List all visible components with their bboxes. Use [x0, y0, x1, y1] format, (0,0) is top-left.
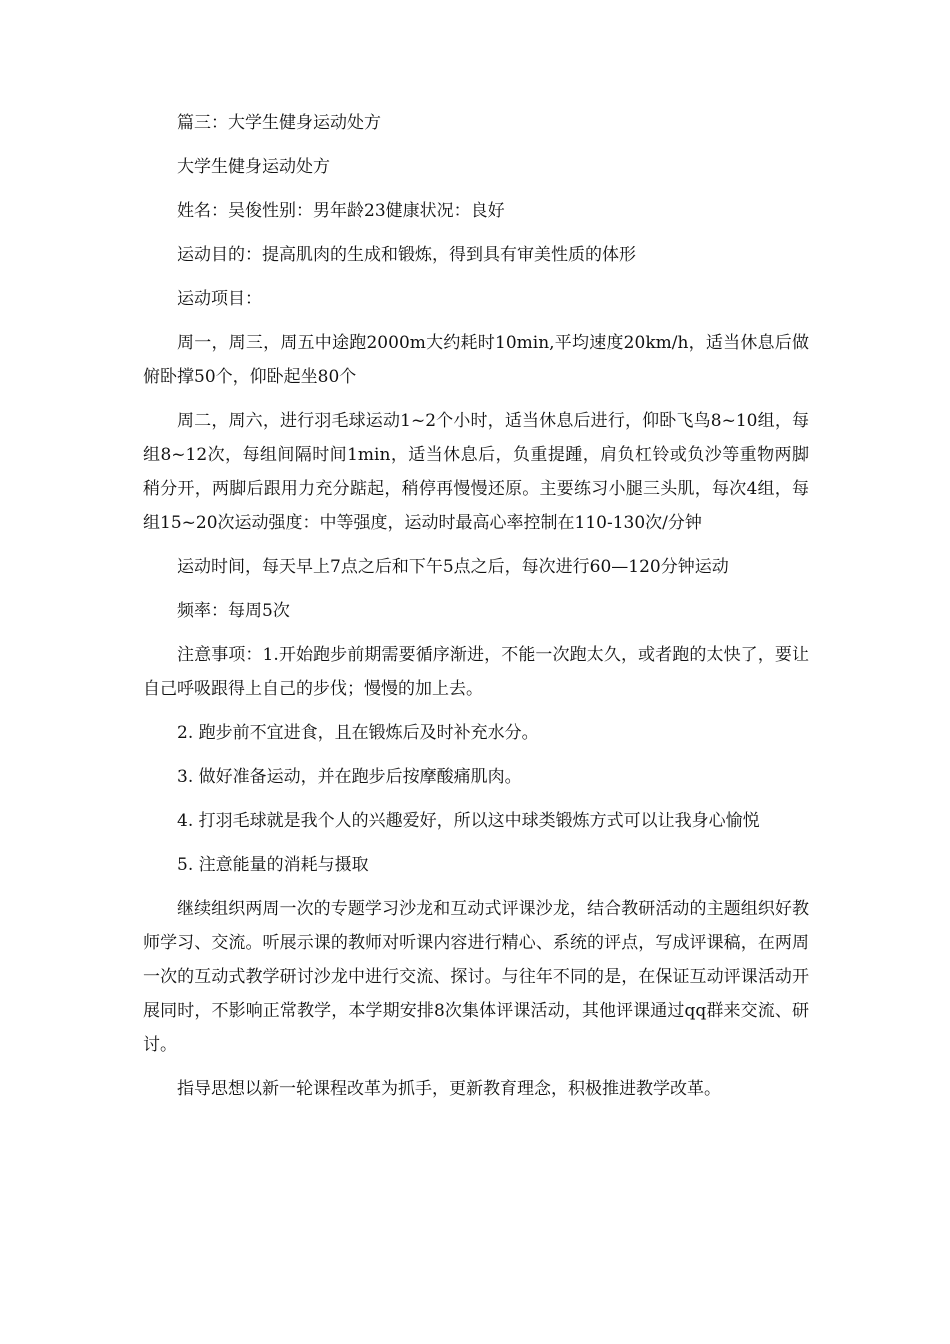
notes-item-5: 5. 注意能量的消耗与摄取	[177, 855, 369, 875]
document-title: 大学生健身运动处方	[177, 157, 330, 177]
tue-sat-plan: 周二，周六，进行羽毛球运动1~2个小时，适当休息后进行，仰卧飞鸟8~10组，每组8~12次，每组间隔时间1min，适当休息后，负重提踵，肩负杠铃或负沙等重物两脚稍分开，两脚后跟用力充分踮起，稍停再慢慢还原。主要练习小腿三头肌，每次4组，每组15~20次运动强度：中等强度，运动时最高心率控制在110-130次/分钟	[143, 411, 809, 533]
notes-item-1: 注意事项：1.开始跑步前期需要循序渐进，不能一次跑太久，或者跑的太快了，要让自己呼吸跟得上自己的步伐；慢慢的加上去。	[143, 645, 809, 699]
notes-item-4: 4. 打羽毛球就是我个人的兴趣爱好，所以这中球类锻炼方式可以让我身心愉悦	[177, 811, 760, 831]
document-body	[143, 106, 809, 1116]
section-heading: 篇三：大学生健身运动处方	[177, 113, 381, 133]
exercise-goal: 运动目的：提高肌肉的生成和锻炼，得到具有审美性质的体形	[177, 245, 636, 265]
personal-info: 姓名：吴俊性别：男年龄23健康状况：良好	[177, 201, 505, 221]
mon-wed-fri-plan: 周一，周三，周五中途跑2000m大约耗时10min,平均速度20km/h，适当休息后做俯卧撑50个，仰卧起坐80个	[143, 333, 809, 387]
exercise-items-label: 运动项目：	[177, 289, 262, 309]
guiding-thought: 指导思想以新一轮课程改革为抓手，更新教育理念，积极推进教学改革。	[177, 1079, 721, 1099]
salon-paragraph: 继续组织两周一次的专题学习沙龙和互动式评课沙龙，结合教研活动的主题组织好教师学习、交流。听展示课的教师对听课内容进行精心、系统的评点，写成评课稿，在两周一次的互动式教学研讨沙龙中进行交流、探讨。与往年不同的是，在保证互动评课活动开展同时，不影响正常教学，本学期安排8次集体评课活动，其他评课通过qq群来交流、研讨。	[143, 899, 809, 1055]
exercise-time: 运动时间，每天早上7点之后和下午5点之后，每次进行60—120分钟运动	[177, 557, 729, 577]
notes-item-2: 2. 跑步前不宜进食，且在锻炼后及时补充水分。	[177, 723, 539, 743]
notes-item-3: 3. 做好准备运动，并在跑步后按摩酸痛肌肉。	[177, 767, 522, 787]
exercise-frequency: 频率：每周5次	[177, 601, 290, 621]
